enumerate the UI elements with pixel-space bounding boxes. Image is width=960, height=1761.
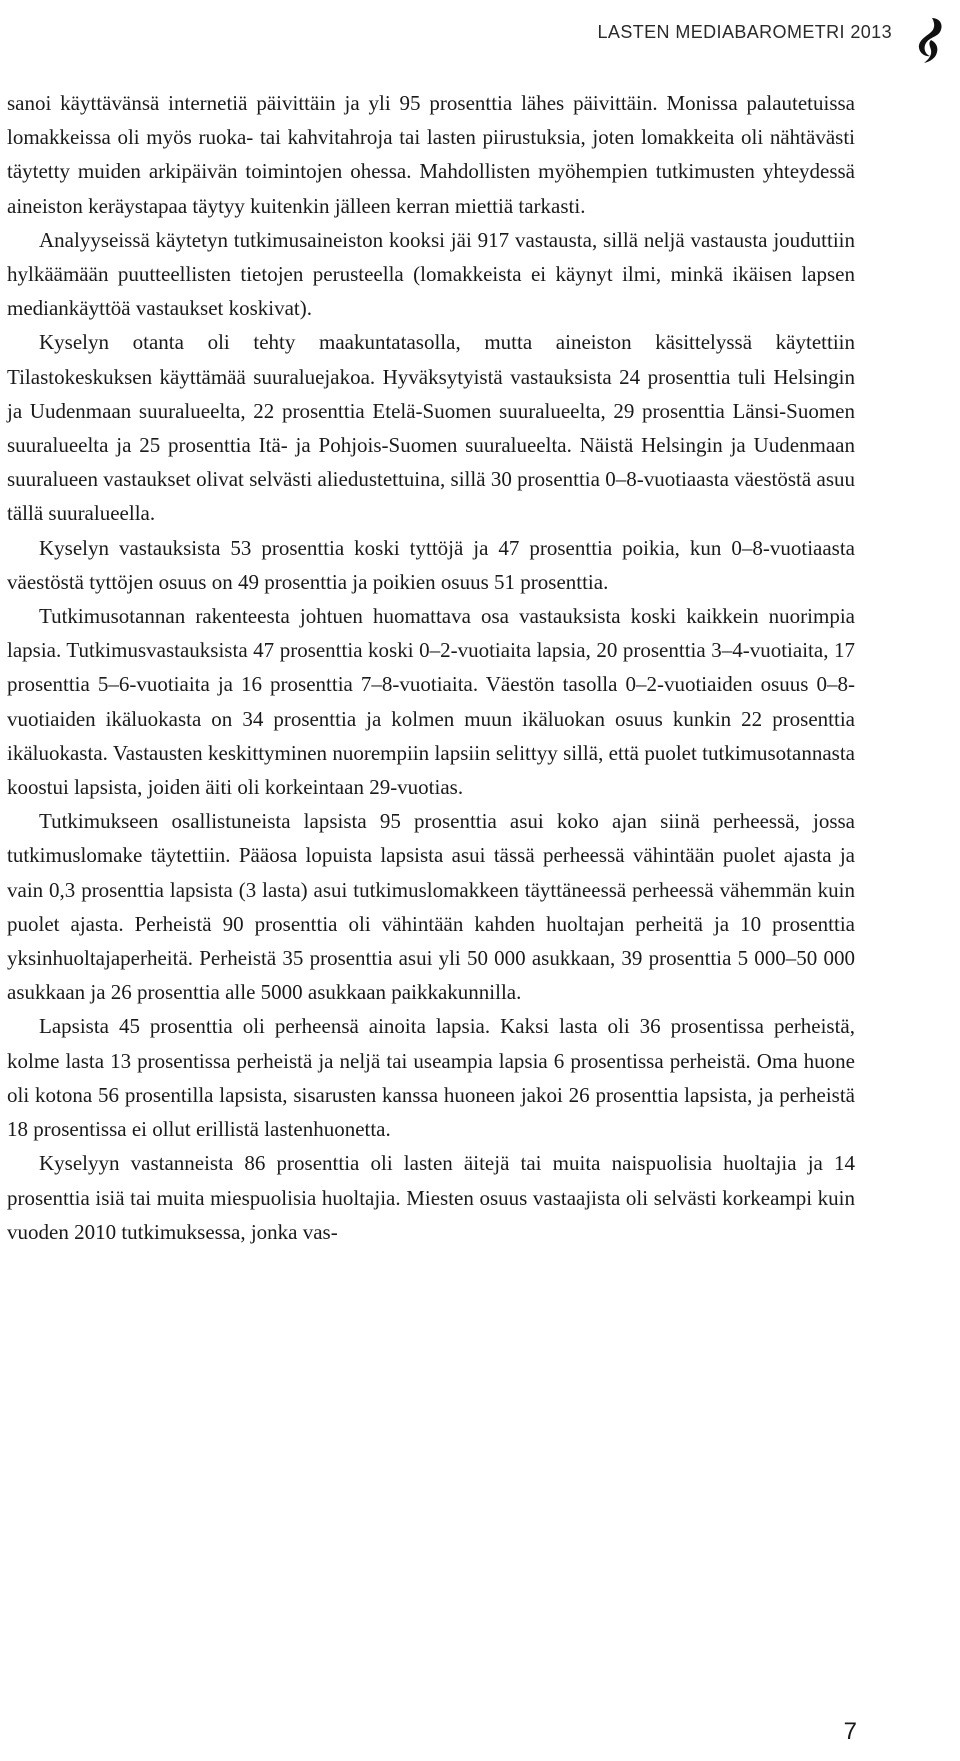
page-header	[0, 16, 960, 60]
page-number: 7	[843, 1718, 857, 1745]
paragraph: Kyselyyn vastanneista 86 prosenttia oli lasten äitejä tai muita naispuolisia huoltajia ja 14 prosenttia isiä tai muita miespuolisia huoltajia. Miesten osuus vastaajista oli selvästi korkeampi kuin vuoden 2010 tutkimuksessa, jonka vas-	[7, 1151, 855, 1244]
paragraph: sanoi käyttävänsä internetiä päivittäin ja yli 95 prosenttia lähes päivittäin. Monissa palautetuissa lomakkeissa oli myös ruoka- tai kahvitahroja tai lasten piirustuksia, joten lomakkeita oli nähtävästi täytetty muiden arkipäivän toimintojen ohessa. Mahdollisten myöhempien tutkimusten yhteydessä aineiston keräystapaa täytyy kuitenkin jälleen kerran miettiä tarkasti.	[7, 91, 855, 218]
paragraph: Tutkimukseen osallistuneista lapsista 95 prosenttia asui koko ajan siinä perheessä, jossa tutkimuslomake täytettiin. Pääosa lopuista lapsista asui tässä perheessä vähintään puolet ajasta ja vain 0,3 prosenttia lapsista (3 lasta) asui tutkimuslomakkeen täyttäneessä perheessä vähemmän kuin puolet ajasta. Perheistä 90 prosenttia oli vähintään kahden huoltajan perheitä ja 10 prosenttia yksinhuoltajaperheitä. Perheistä 35 prosenttia asui yli 50 000 asukkaan, 39 prosenttia 5 000–50 000 asukkaan ja 26 prosenttia alle 5000 asukkaan paikkakunnilla.	[7, 809, 855, 1005]
publisher-logo-icon	[906, 16, 950, 64]
body-text	[7, 86, 855, 1249]
paragraph: Tutkimusotannan rakenteesta johtuen huomattava osa vastauksista koski kaikkein nuorimpia lapsia. Tutkimusvastauksista 47 prosenttia koski 0–2-vuotiaita lapsia, 20 prosenttia 3–4-vuotiaita, 17 prosenttia 5–6-vuotiaita ja 16 prosenttia 7–8-vuotiaita. Väestön tasolla 0–2-vuotiaiden osuus 0–8-vuotiaiden ikäluokasta on 34 prosenttia ja kolmen muun ikäluokan osuus kunkin 22 prosenttia ikäluokasta. Vastausten keskittyminen nuorempiin lapsiin selittyy sillä, että puolet tutkimusotannasta koostui lapsista, joiden äiti oli korkeintaan 29-vuotias.	[7, 604, 855, 800]
paragraph: Lapsista 45 prosenttia oli perheensä ainoita lapsia. Kaksi lasta oli 36 prosentissa perheistä, kolme lasta 13 prosentissa perheistä ja neljä tai useampia lapsia 6 prosentissa perheistä. Oma huone oli kotona 56 prosentilla lapsista, sisarusten kanssa huoneen jakoi 26 prosenttia lapsista, ja perheistä 18 prosentissa ei ollut erillistä lastenhuonetta.	[7, 1014, 855, 1142]
paragraph: Kyselyn otanta oli tehty maakuntatasolla, mutta aineiston käsittelyssä käytettiin Tilastokeskuksen käyttämää suuraluejakoa. Hyväksytyistä vastauksista 24 prosenttia tuli Helsingin ja Uudenmaan suuralueelta, 22 prosenttia Etelä-Suomen suuralueelta, 29 prosenttia Länsi-Suomen suuralueelta ja 25 prosenttia Itä- ja Pohjois-Suomen suuralueelta. Näistä Helsingin ja Uudenmaan suuralueen vastaukset olivat selvästi aliedustettuina, sillä 30 prosenttia 0–8-vuotiaasta väestöstä asuu tällä suuralueella.	[7, 330, 855, 526]
running-title: LASTEN MEDIABAROMETRI 2013	[597, 22, 892, 42]
paragraph: Analyyseissä käytetyn tutkimusaineiston kooksi jäi 917 vastausta, sillä neljä vastausta jouduttiin hylkäämään puutteellisten tietojen perusteella (lomakkeista ei käynyt ilmi, minkä ikäisen lapsen mediankäyttöä vastaukset koskivat).	[7, 227, 855, 321]
paragraph: Kyselyn vastauksista 53 prosenttia koski tyttöjä ja 47 prosenttia poikia, kun 0–8-vuotiaasta väestöstä tyttöjen osuus on 49 prosenttia ja poikien osuus 51 prosenttia.	[7, 535, 855, 594]
